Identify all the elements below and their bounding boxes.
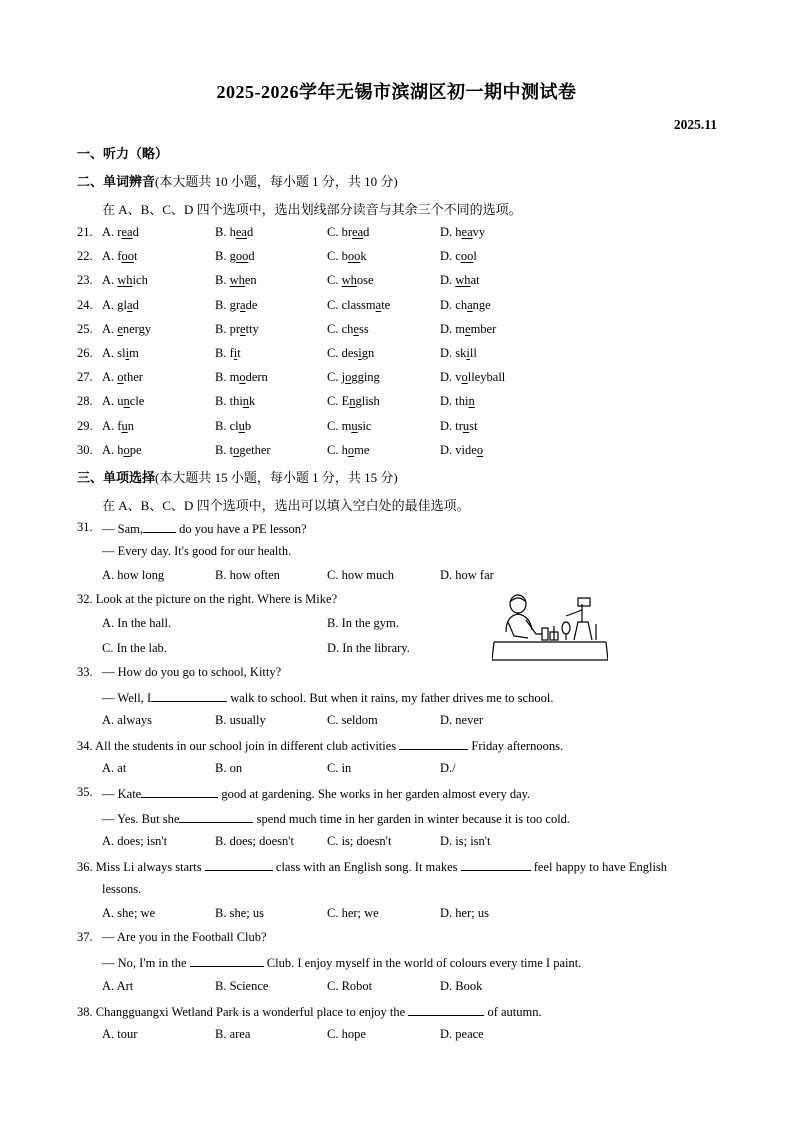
answer-blank	[399, 737, 468, 750]
question-stem	[77, 858, 667, 875]
option-a[interactable]: A. In the hall.	[102, 616, 172, 630]
word-part: pe	[129, 442, 142, 457]
option-d[interactable]	[440, 322, 496, 337]
underlined-letters: oo	[235, 249, 249, 264]
word-part: ther	[123, 370, 143, 385]
word-part: l	[473, 249, 477, 264]
underlined-letters: a	[375, 297, 382, 312]
option-d[interactable]: D. is; isn't	[440, 834, 491, 848]
dialogue-line: — Are you in the Football Club?	[102, 930, 267, 944]
word-part: h	[117, 442, 124, 457]
section-choice-title: 三、单项选择	[77, 470, 156, 485]
page-title: 2025-2026学年无锡市滨湖区初一期中测试卷	[216, 82, 577, 102]
dialogue-line: — How do you go to school, Kitty?	[102, 665, 282, 679]
word-part: m	[341, 418, 352, 433]
underlined-letters: oo	[460, 249, 474, 264]
word-part: B.	[215, 370, 230, 385]
answer-blank	[151, 689, 227, 702]
word-part: A.	[102, 297, 118, 312]
answer-blank	[143, 520, 176, 533]
word-part: D.	[440, 394, 456, 409]
word-part: t	[133, 249, 138, 264]
word-part: ll	[469, 346, 477, 360]
option-c[interactable]	[327, 249, 367, 264]
option-a[interactable]	[102, 249, 137, 264]
option-a[interactable]: A. how long	[102, 568, 165, 582]
option-c[interactable]: C. In the lab.	[102, 641, 167, 655]
word-part: en	[244, 273, 257, 288]
section-phonics-title: 二、单词辨音	[77, 174, 156, 189]
word-part: A.	[102, 418, 118, 433]
option-d[interactable]	[440, 370, 505, 385]
option-d[interactable]	[440, 419, 478, 434]
option-b[interactable]	[215, 394, 255, 409]
option-c[interactable]	[327, 419, 371, 434]
text: Club. I enjoy myself in the world of colours every time I paint.	[263, 956, 582, 970]
word-part: A.	[102, 370, 118, 385]
option-b[interactable]: B. Science	[215, 979, 269, 993]
underlined-letters: e	[117, 321, 123, 336]
word-part: B.	[215, 297, 230, 312]
word-part: u	[117, 394, 124, 409]
text: — Well, I	[102, 691, 152, 705]
answer-blank	[461, 858, 531, 871]
word-part: c	[455, 249, 461, 264]
word-part: tty	[245, 321, 259, 336]
word-part: st	[469, 418, 478, 433]
underlined-letters: i	[125, 346, 130, 360]
word-part: D.	[440, 297, 456, 312]
option-b[interactable]	[215, 298, 257, 313]
option-c[interactable]: C. in	[327, 761, 352, 775]
option-d[interactable]: D./	[440, 761, 456, 775]
option-b[interactable]	[215, 273, 257, 288]
option-a[interactable]: A. always	[102, 713, 152, 727]
option-d[interactable]: D. In the library.	[327, 641, 410, 655]
word-part: d	[363, 225, 370, 239]
word-part: nge	[472, 297, 491, 312]
option-c[interactable]	[327, 298, 390, 313]
option-b[interactable]: B. In the gym.	[327, 616, 399, 630]
option-a[interactable]	[102, 419, 134, 434]
text: spend much time in her garden in winter because it is too cold.	[253, 812, 571, 826]
word-part: ss	[358, 321, 369, 336]
option-a[interactable]	[102, 443, 142, 458]
option-b[interactable]	[215, 419, 251, 434]
underlined-letters: a	[467, 297, 473, 312]
dialogue-line	[102, 954, 581, 971]
answer-blank	[141, 785, 218, 798]
word-part: nergy	[122, 321, 152, 336]
word-part: D.	[440, 442, 456, 457]
underlined-letters: oo	[121, 249, 134, 264]
word-part: B.	[215, 273, 230, 288]
option-a[interactable]: A. tour	[102, 1027, 138, 1041]
question-number: 29.	[77, 418, 93, 433]
question-number: 22.	[77, 249, 93, 264]
dialogue-line: — Every day. It's good for our health.	[102, 544, 292, 558]
underlined-letters: n	[242, 394, 250, 409]
word-part: vy	[472, 225, 486, 239]
word-part: E	[341, 394, 350, 409]
option-b[interactable]: B. does; doesn't	[215, 834, 294, 848]
word-part: d	[132, 297, 139, 312]
word-part: D.	[440, 418, 456, 433]
word-part: A.	[102, 225, 118, 239]
option-d[interactable]	[440, 443, 483, 458]
word-part: cle	[129, 394, 145, 409]
word-part: D.	[440, 249, 456, 264]
word-part: gether	[239, 442, 271, 457]
word-part: gn	[361, 346, 375, 360]
underlined-letters: u	[121, 418, 128, 433]
underlined-letters: e	[240, 321, 246, 336]
word-part: br	[341, 225, 353, 239]
section-listening: 一、听力（略）	[77, 146, 169, 161]
underlined-letters: n	[468, 394, 475, 409]
option-a[interactable]	[102, 225, 139, 240]
option-c[interactable]: C. how much	[327, 568, 395, 582]
word-part: C.	[327, 370, 342, 385]
word-part: te	[381, 297, 391, 312]
underlined-letters: o	[123, 442, 130, 457]
option-c[interactable]	[327, 443, 369, 458]
underlined-letters: ea	[352, 225, 364, 239]
word-part: A.	[102, 394, 118, 409]
underlined-letters: i	[466, 346, 470, 360]
word-part: ch	[341, 321, 354, 336]
underlined-letters: i	[233, 346, 238, 360]
word-part: n	[127, 418, 134, 433]
text: of autumn.	[484, 1005, 542, 1019]
dialogue-line	[102, 689, 553, 706]
underlined-letters: u	[462, 418, 470, 433]
word-part: A.	[102, 321, 118, 336]
word-part: thi	[455, 394, 469, 409]
option-b[interactable]	[215, 346, 241, 361]
dialogue-line	[102, 520, 307, 537]
word-part: C.	[327, 321, 342, 336]
word-part: B.	[215, 225, 230, 239]
question-number: 23.	[77, 273, 93, 288]
dialogue-line	[102, 785, 530, 802]
word-part: me	[354, 442, 370, 457]
option-c[interactable]: C. seldom	[327, 713, 378, 727]
option-a[interactable]: A. she; we	[102, 906, 156, 920]
option-a[interactable]	[102, 346, 139, 361]
text: class with an English song. It makes	[272, 860, 461, 874]
option-b[interactable]: B. area	[215, 1027, 251, 1041]
option-c[interactable]	[327, 273, 374, 288]
word-part: sk	[455, 346, 467, 360]
answer-blank	[205, 858, 273, 871]
option-d[interactable]	[440, 394, 475, 409]
option-c[interactable]	[327, 346, 374, 361]
word-part: de	[245, 297, 258, 312]
underlined-letters: ea	[235, 225, 247, 239]
option-c[interactable]: C. is; doesn't	[327, 834, 392, 848]
word-part: B.	[215, 442, 230, 457]
option-a[interactable]	[102, 273, 148, 288]
option-d[interactable]	[440, 249, 477, 264]
underlined-letters: wh	[117, 273, 133, 288]
word-part: A.	[102, 273, 118, 288]
question-stem	[77, 737, 563, 754]
word-part: sl	[117, 346, 126, 360]
word-part: D.	[440, 370, 456, 385]
word-part: C.	[327, 225, 342, 239]
underlined-letters: a	[127, 297, 133, 312]
word-part: h	[229, 225, 236, 239]
word-part: A.	[102, 249, 118, 264]
question-stem	[77, 1003, 542, 1020]
word-part: h	[455, 225, 462, 239]
option-d[interactable]	[440, 273, 480, 288]
option-b[interactable]	[215, 225, 253, 240]
question-stem: 32. Look at the picture on the right. Where is Mike?	[77, 592, 338, 606]
word-part: ose	[356, 273, 374, 288]
word-part: B.	[215, 321, 230, 336]
word-part: ch	[455, 297, 468, 312]
option-b[interactable]	[215, 443, 271, 458]
section-phonics-heading	[77, 171, 398, 190]
underlined-letters: e	[353, 321, 359, 336]
text: — Kate	[102, 787, 142, 801]
section-phonics-note: (本大题共 10 小题，每小题 1 分，共 10 分)	[155, 174, 398, 189]
underlined-letters: ea	[461, 225, 473, 239]
word-part: ich	[132, 273, 148, 288]
option-d[interactable]: D. peace	[440, 1027, 484, 1041]
option-d[interactable]: D. her; us	[440, 906, 489, 920]
question-number: 30.	[77, 442, 93, 457]
question-number: 37.	[77, 930, 93, 944]
option-b[interactable]	[215, 322, 259, 337]
text: feel happy to have English	[530, 860, 668, 874]
option-c[interactable]	[327, 225, 369, 240]
underlined-letters: o	[117, 370, 124, 385]
underlined-letters: o	[233, 442, 240, 457]
text: — No, I'm in the	[102, 956, 190, 970]
question-number: 21.	[77, 225, 93, 239]
underlined-letters: i	[358, 346, 362, 360]
word-part: j	[341, 370, 346, 385]
word-part: C.	[327, 442, 342, 457]
text: Friday afternoons.	[468, 739, 564, 753]
option-c[interactable]: C. Robot	[327, 979, 373, 993]
option-c[interactable]	[327, 394, 380, 409]
option-c[interactable]: C. her; we	[327, 906, 379, 920]
section-phonics-instruction: 在 A、B、C、D 四个选项中，选出划线部分读音与其余三个不同的选项。	[102, 202, 522, 217]
word-part: A.	[102, 346, 118, 360]
word-part: D.	[440, 346, 456, 360]
option-d[interactable]	[440, 298, 491, 313]
word-part: f	[117, 249, 122, 264]
dialogue-line	[102, 810, 570, 827]
word-part: d	[248, 249, 255, 264]
word-part: t	[229, 442, 234, 457]
question-number: 26.	[77, 346, 93, 360]
underlined-letters: u	[351, 418, 358, 433]
question-number: 31.	[77, 520, 93, 534]
word-part: B.	[215, 418, 230, 433]
underlined-letters: ea	[121, 225, 133, 239]
word-part: vide	[455, 442, 477, 457]
word-part: classm	[341, 297, 376, 312]
underlined-letters: o	[239, 370, 246, 385]
section-choice-heading	[77, 467, 398, 486]
underlined-letters: wh	[455, 273, 471, 288]
word-part: f	[117, 418, 122, 433]
underlined-letters: o	[345, 370, 352, 385]
lab-scene-illustration	[492, 594, 608, 662]
word-part: lleyball	[467, 370, 506, 385]
option-d[interactable]: D. how far	[440, 568, 494, 582]
question-number: 24.	[77, 297, 93, 312]
underlined-letters: wh	[341, 273, 357, 288]
underlined-letters: o	[461, 370, 468, 385]
option-a[interactable]: A. at	[102, 761, 127, 775]
underlined-letters: a	[240, 297, 246, 312]
word-part: m	[229, 370, 240, 385]
text: do you have a PE lesson?	[175, 522, 307, 536]
word-part: des	[341, 346, 359, 360]
word-part: C.	[327, 346, 342, 360]
option-d[interactable]: D. never	[440, 713, 484, 727]
option-b[interactable]	[215, 249, 255, 264]
question-stem-continued: lessons.	[102, 882, 142, 896]
option-d[interactable]	[440, 225, 485, 240]
option-d[interactable]	[440, 346, 477, 361]
word-part: dern	[245, 370, 268, 385]
word-part: B.	[215, 346, 230, 360]
word-part: t	[237, 346, 241, 360]
text: — Yes. But she	[102, 812, 180, 826]
option-a[interactable]: A. Art	[102, 979, 134, 993]
option-b[interactable]	[215, 370, 268, 385]
word-part: k	[249, 394, 256, 409]
underlined-letters: oo	[347, 249, 361, 264]
option-c[interactable]	[327, 370, 380, 385]
option-b[interactable]: B. she; us	[215, 906, 264, 920]
word-part: C.	[327, 249, 342, 264]
word-part: gging	[351, 370, 380, 385]
text: good at gardening. She works in her garden almost every day.	[218, 787, 531, 801]
answer-blank	[408, 1003, 484, 1016]
word-part: C.	[327, 394, 342, 409]
question-number: 28.	[77, 394, 93, 409]
underlined-letters: u	[238, 418, 245, 433]
word-part: B.	[215, 249, 230, 264]
word-part: f	[229, 346, 234, 360]
word-part: b	[244, 418, 252, 433]
word-part: C.	[327, 273, 342, 288]
underlined-letters: o	[476, 442, 484, 457]
option-a[interactable]	[102, 322, 151, 337]
word-part: h	[341, 442, 348, 457]
question-number: 27.	[77, 370, 93, 385]
word-part: k	[360, 249, 367, 264]
word-part: m	[129, 346, 139, 360]
word-part: m	[455, 321, 466, 336]
word-part: mber	[470, 321, 497, 336]
underlined-letters: o	[347, 442, 355, 457]
word-part: A.	[102, 442, 118, 457]
exam-date: 2025.11	[673, 117, 717, 132]
word-part: C.	[327, 297, 342, 312]
word-part: b	[341, 249, 348, 264]
word-part: C.	[327, 418, 342, 433]
word-part: pr	[229, 321, 241, 336]
option-c[interactable]: C. hope	[327, 1027, 366, 1041]
option-b[interactable]: B. usually	[215, 713, 266, 727]
word-part: D.	[440, 273, 456, 288]
word-part: sic	[357, 418, 372, 433]
word-part: d	[132, 225, 139, 239]
question-number: 25.	[77, 321, 93, 336]
underlined-letters: e	[465, 321, 471, 336]
text: walk to school. But when it rains, my father drives me to school.	[227, 691, 554, 705]
section-choice-instruction: 在 A、B、C、D 四个选项中，选出可以填入空白处的最佳选项。	[102, 498, 470, 513]
underlined-letters: n	[123, 394, 130, 409]
section-choice-note: (本大题共 15 小题，每小题 1 分，共 15 分)	[155, 470, 398, 485]
word-part: d	[246, 225, 254, 239]
text: 36. Miss Li always starts	[77, 860, 205, 874]
question-number: 35.	[77, 785, 93, 799]
word-part: at	[470, 273, 480, 288]
word-part: cl	[229, 418, 239, 433]
option-b[interactable]: B. on	[215, 761, 243, 775]
word-part: gl	[117, 297, 128, 312]
word-part: D.	[440, 321, 456, 336]
word-part: v	[455, 370, 462, 385]
question-number: 33.	[77, 665, 93, 679]
option-a[interactable]	[102, 298, 139, 313]
word-part: glish	[355, 394, 380, 409]
word-part: thi	[229, 394, 243, 409]
word-part: tr	[455, 418, 463, 433]
option-a[interactable]	[102, 370, 143, 385]
option-c[interactable]	[327, 322, 369, 337]
word-part: g	[229, 249, 236, 264]
text: 34. All the students in our school join in different club activities	[77, 739, 400, 753]
underlined-letters: n	[349, 394, 356, 409]
underlined-letters: wh	[229, 273, 245, 288]
word-part: gr	[229, 297, 241, 312]
word-part: D.	[440, 225, 456, 239]
option-d[interactable]: D. Book	[440, 979, 483, 993]
answer-blank	[190, 954, 264, 967]
answer-blank	[179, 810, 253, 823]
word-part: B.	[215, 394, 230, 409]
text: — Sam,	[102, 522, 143, 536]
word-part: r	[117, 225, 122, 239]
option-b[interactable]: B. how often	[215, 568, 280, 582]
text: 38. Changguangxi Wetland Park is a wonderful place to enjoy the	[77, 1005, 409, 1019]
option-a[interactable]: A. does; isn't	[102, 834, 168, 848]
option-a[interactable]	[102, 394, 144, 409]
